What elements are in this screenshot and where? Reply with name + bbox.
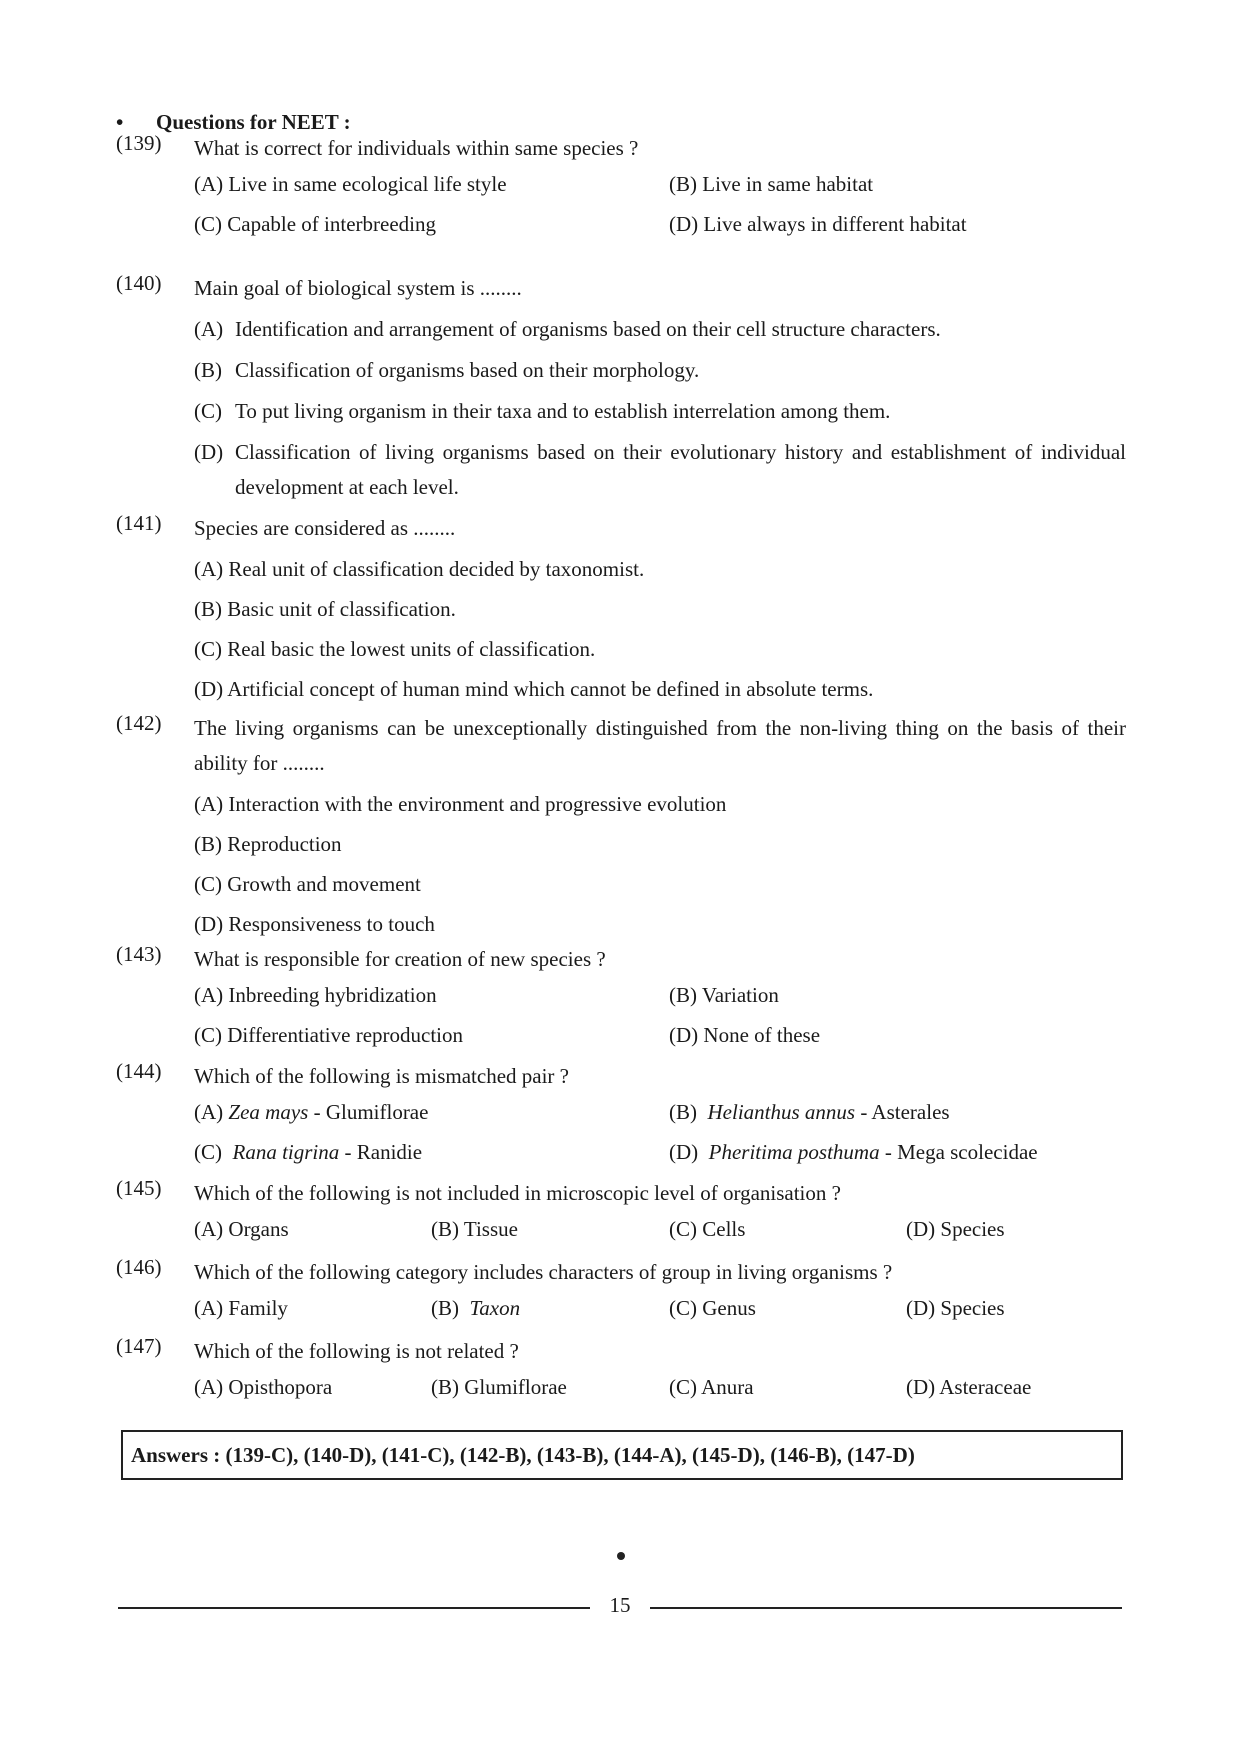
option-text: Taxon xyxy=(469,1296,521,1320)
question-number: (147) xyxy=(116,1334,162,1358)
question-142 xyxy=(116,711,1126,941)
option-d: (D) Species xyxy=(906,1296,1005,1320)
question-number: (145) xyxy=(116,1176,162,1200)
option-a: (A) Inbreeding hybridization xyxy=(194,983,437,1007)
option-c: (C) Cells xyxy=(669,1217,746,1241)
question-number: (141) xyxy=(116,511,162,535)
option-c: (C) Capable of interbreeding xyxy=(194,212,436,236)
taxon-name: - Mega scolecidae xyxy=(884,1140,1038,1164)
taxon-name: - Glumiflorae xyxy=(313,1100,429,1124)
question-140 xyxy=(116,271,1126,505)
option-row xyxy=(194,1211,1126,1251)
question-text: Which of the following category includes characters of group in living organisms ? xyxy=(194,1260,893,1284)
option-label: (D) xyxy=(669,1140,699,1164)
option-label: (B) xyxy=(194,358,222,382)
option-b: (B) Tissue xyxy=(431,1217,518,1241)
question-number: (146) xyxy=(116,1255,162,1279)
option-text: To put living organism in their taxa and to establish interrelation among them. xyxy=(235,399,891,423)
option-row xyxy=(194,1017,1126,1057)
option-row xyxy=(194,206,1126,246)
option-a: (A) Interaction with the environment and progressive evolution xyxy=(194,792,727,816)
option-c xyxy=(194,388,1126,429)
question-text: Which of the following is mismatched pair ? xyxy=(194,1064,569,1088)
question-text: Which of the following is not included in microscopic level of organisation ? xyxy=(194,1181,841,1205)
option-d: (D) Asteraceae xyxy=(906,1375,1032,1399)
question-147 xyxy=(116,1334,1126,1409)
footer-rule-left xyxy=(118,1607,590,1609)
option-d xyxy=(194,429,1126,505)
option-text: Identification and arrangement of organisms based on their cell structure characters. xyxy=(235,317,941,341)
option-c: (C) Genus xyxy=(669,1296,756,1320)
option-row xyxy=(194,1094,1126,1134)
option-a: (A) Opisthopora xyxy=(194,1375,333,1399)
option-a xyxy=(194,1100,428,1125)
option-b xyxy=(431,1296,520,1321)
option-label: (C) xyxy=(194,1140,222,1164)
option-a: (A) Organs xyxy=(194,1217,289,1241)
option-d: (D) Species xyxy=(906,1217,1005,1241)
species-name: Helianthus annus xyxy=(707,1100,856,1124)
option-d: (D) Artificial concept of human mind which cannot be defined in absolute terms. xyxy=(194,677,874,701)
option-b: (B) Reproduction xyxy=(194,832,342,856)
option-c: (C) Anura xyxy=(669,1375,754,1399)
option-c: (C) Differentiative reproduction xyxy=(194,1023,464,1047)
section-title: Questions for NEET : xyxy=(156,110,351,134)
option-c xyxy=(194,1140,422,1165)
option-label: (A) xyxy=(194,317,224,341)
option-label: (A) xyxy=(194,1100,224,1124)
option-c: (C) Growth and movement xyxy=(194,872,421,896)
option-b xyxy=(669,1100,950,1125)
question-number: (139) xyxy=(116,131,162,155)
question-text: What is correct for individuals within same species ? xyxy=(194,136,639,160)
question-text: Species are considered as ........ xyxy=(194,516,456,540)
bullet-dot xyxy=(617,1552,625,1560)
option-row xyxy=(194,1290,1126,1330)
option-b xyxy=(194,347,1126,388)
question-number: (142) xyxy=(116,711,162,735)
question-number: (140) xyxy=(116,271,162,295)
option-d: (D) Responsiveness to touch xyxy=(194,912,435,936)
question-text: Main goal of biological system is ........ xyxy=(194,276,522,300)
option-row xyxy=(194,1369,1126,1409)
taxon-name: - Ranidie xyxy=(344,1140,423,1164)
option-b: (B) Glumiflorae xyxy=(431,1375,567,1399)
option-d: (D) None of these xyxy=(669,1023,821,1047)
footer-rule-right xyxy=(650,1607,1122,1609)
species-name: Pheritima posthuma xyxy=(708,1140,880,1164)
species-name: Zea mays xyxy=(228,1100,309,1124)
option-b: (B) Variation xyxy=(669,983,779,1007)
option-a: (A) Live in same ecological life style xyxy=(194,172,507,196)
species-name: Rana tigrina xyxy=(232,1140,340,1164)
question-145 xyxy=(116,1176,1126,1251)
option-d: (D) Live always in different habitat xyxy=(669,212,967,236)
option-row xyxy=(194,977,1126,1017)
option-label: (B) xyxy=(431,1296,459,1320)
page-number: 15 xyxy=(609,1593,631,1617)
question-144 xyxy=(116,1059,1126,1174)
option-c: (C) Real basic the lowest units of classification. xyxy=(194,637,596,661)
question-number: (144) xyxy=(116,1059,162,1083)
option-a xyxy=(194,306,1126,347)
question-text: The living organisms can be unexceptionally distinguished from the non-living thing on the basis of their ability for ........ xyxy=(194,716,1126,775)
bullet: • xyxy=(116,110,124,134)
question-146 xyxy=(116,1255,1126,1330)
question-number: (143) xyxy=(116,942,162,966)
option-b: (B) Live in same habitat xyxy=(669,172,874,196)
option-label: (D) xyxy=(194,440,224,464)
question-141 xyxy=(116,511,1126,706)
option-text: Classification of organisms based on their morphology. xyxy=(235,358,700,382)
option-label: (C) xyxy=(194,399,222,423)
question-text: Which of the following is not related ? xyxy=(194,1339,519,1363)
option-a: (A) Family xyxy=(194,1296,288,1320)
option-text: Classification of living organisms based on their evolutionary history and establishment of individual development at each level. xyxy=(235,440,1126,499)
option-row xyxy=(194,1134,1126,1174)
taxon-name: - Asterales xyxy=(860,1100,950,1124)
option-label: (B) xyxy=(669,1100,697,1124)
answer-key-box: Answers : (139-C), (140-D), (141-C), (142-B), (143-B), (144-A), (145-D), (146-B), (147-D) xyxy=(121,1430,1123,1480)
option-row xyxy=(194,166,1126,206)
question-text: What is responsible for creation of new species ? xyxy=(194,947,606,971)
question-143 xyxy=(116,942,1126,1057)
question-139 xyxy=(116,131,1126,246)
option-b: (B) Basic unit of classification. xyxy=(194,597,456,621)
option-d xyxy=(669,1140,1038,1165)
option-a: (A) Real unit of classification decided by taxonomist. xyxy=(194,557,645,581)
